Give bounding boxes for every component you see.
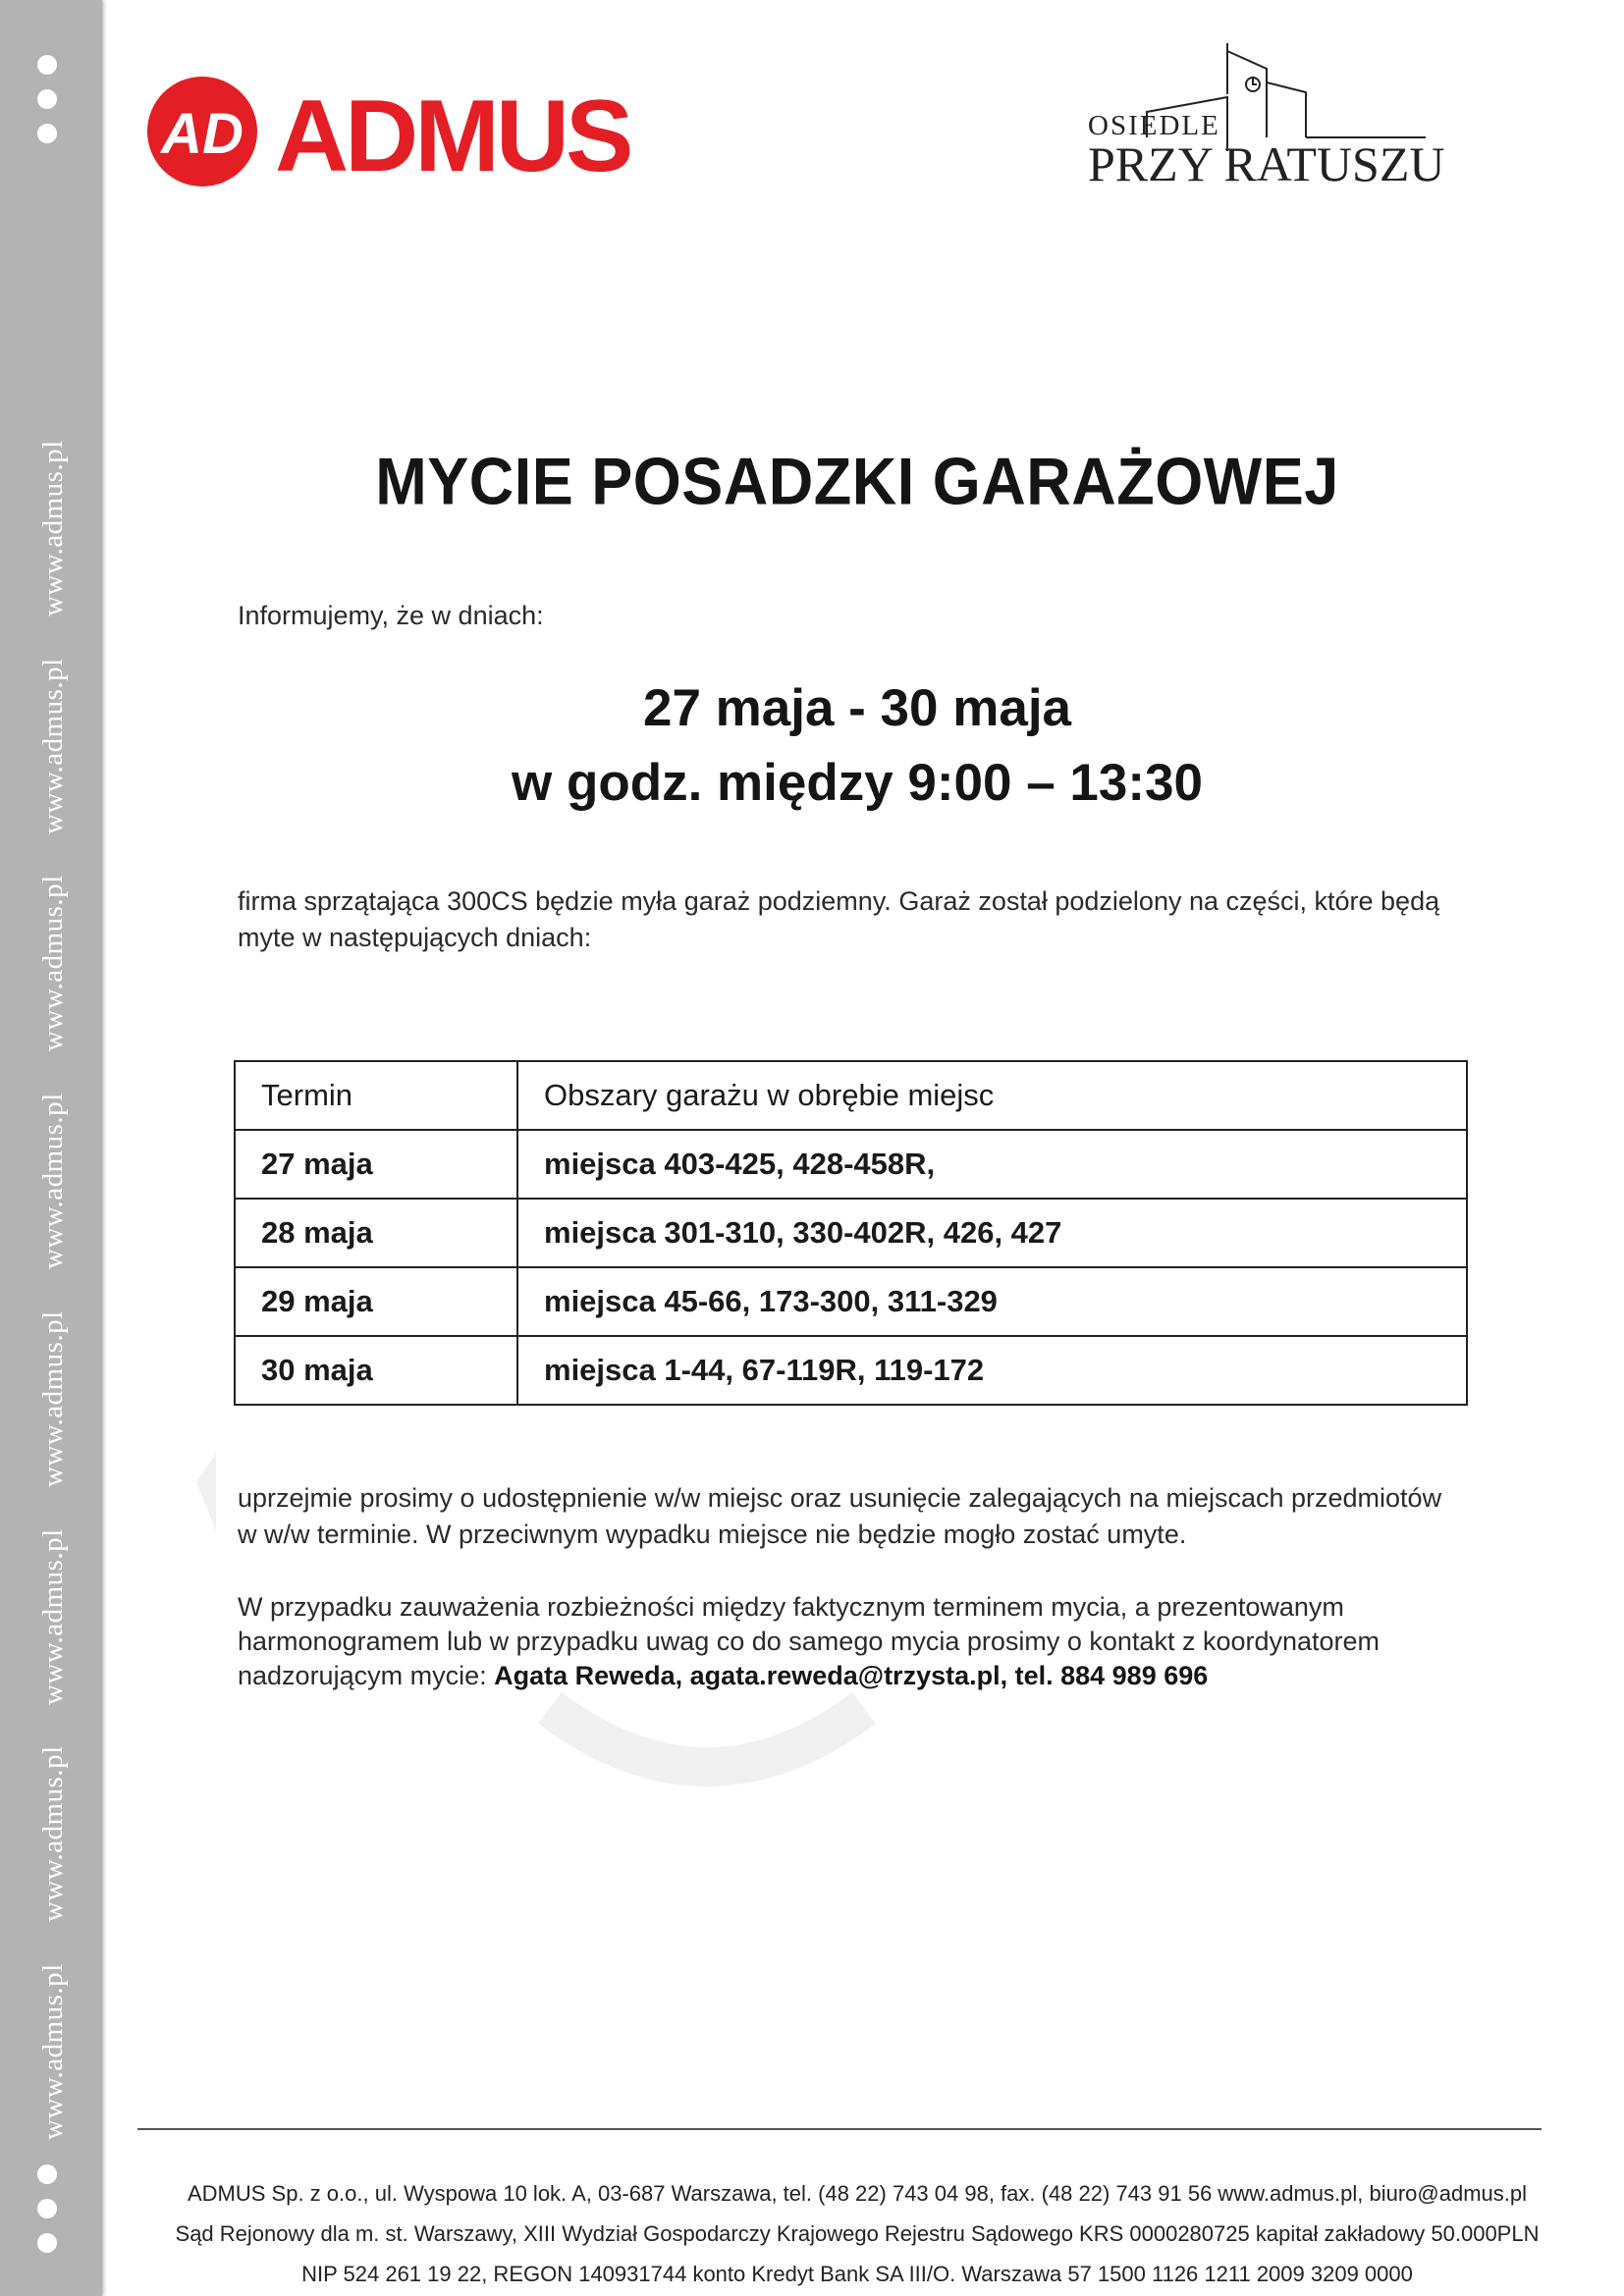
header-areas: Obszary garażu w obrębie miejsc	[517, 1061, 1467, 1130]
admus-logo	[145, 73, 705, 190]
contact-intro: W przypadku zauważenia rozbieżności między faktycznym terminem mycia, a prezentowanym harmonogramem lub w przypadku uwag co do samego mycia prosimy o kontakt z koordynatorem nadzorującym mycie:	[238, 1592, 1380, 1690]
side-url: www.admus.pl	[37, 657, 69, 834]
town-hall-icon	[1080, 43, 1453, 210]
table-row	[235, 1336, 1467, 1405]
side-url: www.admus.pl	[37, 875, 69, 1052]
side-url: www.admus.pl	[37, 1963, 69, 2140]
page-title: MYCIE POSADZKI GARAŻOWEJ	[375, 445, 1339, 519]
osiedle-line1: OSIEDLE	[1088, 110, 1220, 141]
admus-mark: AD	[161, 102, 244, 166]
paragraph-request: uprzejmie prosimy o udostępnienie w/w miejsc oraz usunięcie zalegających na miejscach przedmiotów w w/w terminie. W przeciwnym wypadku miejsce nie będzie mogło zostać umyte.	[238, 1483, 1442, 1549]
row-areas: miejsca 403-425, 428-458R,	[517, 1130, 1467, 1199]
hours-range: w godz. między 9:00 – 13:30	[512, 754, 1203, 812]
table-row	[235, 1199, 1467, 1267]
row-areas: miejsca 1-44, 67-119R, 119-172	[517, 1336, 1467, 1405]
side-url: www.admus.pl	[37, 1093, 69, 1270]
binder-holes-bottom	[37, 2164, 61, 2268]
osiedle-logo	[1080, 43, 1453, 210]
footer-line-address: ADMUS Sp. z o.o., ul. Wyspowa 10 lok. A, 03-687 Warszawa, tel. (48 22) 743 04 98, fax. (48 22) 743 91 56 www.admus.pl, biuro@admus.pl	[188, 2181, 1527, 2206]
footer-line-bank: NIP 524 261 19 22, REGON 140931744 konto Kredyt Bank SA III/O. Warszawa 57 1500 1126 1211 2009 3209 0000	[301, 2262, 1413, 2286]
row-date: 27 maja	[235, 1130, 517, 1199]
date-range: 27 maja - 30 maja	[642, 679, 1072, 737]
side-strip	[0, 0, 102, 2296]
side-url: www.admus.pl	[37, 440, 69, 616]
paragraph-contact	[238, 1590, 1465, 1693]
hole-icon	[37, 124, 57, 143]
date-range-block	[0, 671, 1624, 821]
row-areas: miejsca 301-310, 330-402R, 426, 427	[517, 1199, 1467, 1267]
footer-divider	[137, 2128, 1542, 2130]
header-termin: Termin	[235, 1061, 517, 1130]
row-date: 28 maja	[235, 1199, 517, 1267]
side-url: www.admus.pl	[37, 1310, 69, 1487]
side-url: www.admus.pl	[37, 1527, 69, 1705]
row-date: 29 maja	[235, 1267, 517, 1336]
osiedle-line2: PRZY RATUSZU	[1088, 136, 1445, 191]
intro-text: Informujemy, że w dniach:	[238, 601, 544, 630]
binder-holes-top	[37, 55, 61, 158]
schedule-table	[234, 1060, 1468, 1406]
admus-name: ADMUS	[275, 80, 630, 190]
contact-details: Agata Reweda, agata.reweda@trzysta.pl, tel. 884 989 696	[494, 1661, 1209, 1690]
footer-line-court: Sąd Rejonowy dla m. st. Warszawy, XIII Wydział Gospodarczy Krajowego Rejestru Sądowego KRS 0000280725 kapitał zakładowy 50.000PLN	[175, 2221, 1540, 2246]
hole-icon	[37, 89, 57, 109]
row-areas: miejsca 45-66, 173-300, 311-329	[517, 1267, 1467, 1336]
side-url: www.admus.pl	[37, 1745, 69, 1923]
row-date: 30 maja	[235, 1336, 517, 1405]
table-row	[235, 1130, 1467, 1199]
hole-icon	[37, 55, 57, 75]
table-row	[235, 1267, 1467, 1336]
admus-logo-icon	[145, 73, 705, 190]
paragraph-company: firma sprzątająca 300CS będzie myła garaż podziemny. Garaż został podzielony na części, które będą myte w następujących dniach:	[238, 886, 1440, 952]
table-header-row	[235, 1061, 1467, 1130]
